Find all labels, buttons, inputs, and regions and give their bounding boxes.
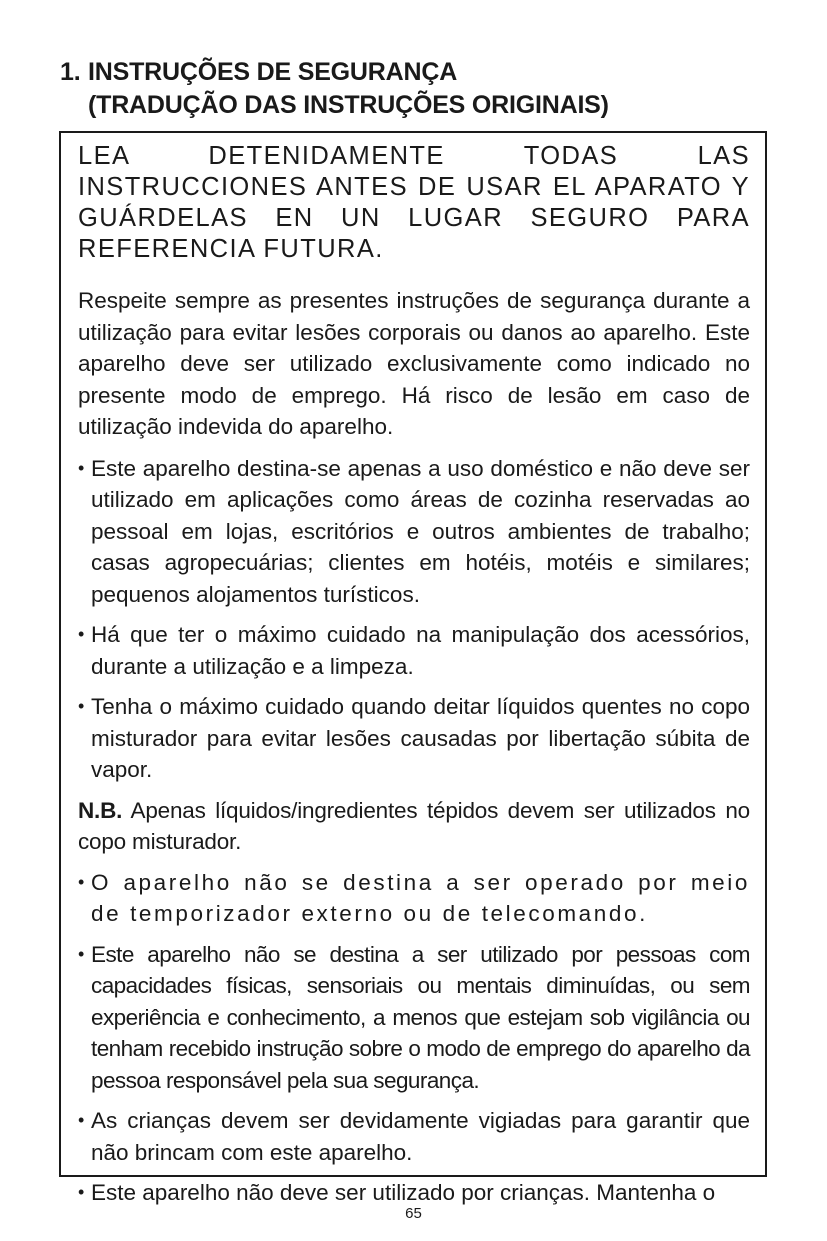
- bullet-dot: •: [78, 1110, 85, 1130]
- intro-paragraph: Respeite sempre as presentes instruções de segurança durante a utilização para evitar lesões corporais ou danos ao aparelho. Este aparelho deve ser utilizado exclusivamente como indicado no presente modo de emprego. Há risco de lesão em caso de utilização indevida do aparelho.: [78, 288, 750, 439]
- list-item-text: Há que ter o máximo cuidado na manipulação dos acessórios, durante a utilização e a limpeza.: [91, 622, 750, 679]
- list-item: [78, 619, 750, 682]
- list-item-text: Tenha o máximo cuidado quando deitar líquidos quentes no copo misturador para evitar lesões causadas por libertação súbita de vapor.: [91, 694, 750, 782]
- bullet-dot: •: [78, 871, 87, 892]
- section-subtitle: (TRADUÇÃO DAS INSTRUÇÕES ORIGINAIS): [88, 91, 609, 119]
- list-item: [78, 939, 750, 1097]
- list-item: [78, 1177, 750, 1209]
- bullet-dot: •: [78, 1182, 85, 1202]
- list-item: [78, 1105, 750, 1168]
- note-paragraph: [78, 795, 750, 858]
- list-item-text: Este aparelho não se destina a ser utilizado por pessoas com capacidades físicas, sensoriais ou mentais diminuídas, ou sem experiência e conhecimento, a menos que estejam sob vigilância ou tenham recebido instrução sobre o modo de emprego do aparelho da pessoa responsável pela sua segurança.: [91, 941, 750, 1093]
- bullet-dot: •: [78, 624, 85, 644]
- bullet-dot: •: [78, 457, 85, 478]
- note-text: Apenas líquidos/ingredientes tépidos devem ser utilizados no copo misturador.: [78, 797, 750, 854]
- bullet-list-a: [78, 453, 750, 786]
- list-item: [78, 691, 750, 786]
- bullet-dot: •: [78, 943, 84, 964]
- note-label: N.B.: [78, 797, 123, 823]
- bullet-list-b: [78, 867, 750, 1209]
- section-title: INSTRUÇÕES DE SEGURANÇA: [88, 58, 458, 86]
- list-item-text: As crianças devem ser devidamente vigiadas para garantir que não brincam com este aparelho.: [91, 1108, 750, 1165]
- section-number: 1.: [60, 58, 81, 86]
- list-item-text: O aparelho não se destina a ser operado por meio de temporizador externo ou de telecomando.: [91, 869, 750, 926]
- section-heading: [60, 56, 760, 122]
- safety-instructions-box: [59, 131, 767, 1205]
- list-item: [78, 867, 750, 930]
- caps-notice: LEA DETENIDAMENTE TODAS LAS INSTRUCCIONES ANTES DE USAR EL APARATO Y GUÁRDELAS EN UN LUGAR SEGURO PARA REFERENCIA FUTURA.: [78, 142, 750, 263]
- bullet-dot: •: [78, 696, 85, 716]
- list-item-text: Este aparelho não deve ser utilizado por crianças. Mantenha o: [91, 1180, 716, 1205]
- list-item-text: Este aparelho destina-se apenas a uso doméstico e não deve ser utilizado em aplicações como áreas de cozinha reservadas ao pessoal em lojas, escritórios e outros ambientes de trabalho; casas agropecuárias; clientes em hotéis, motéis e similares; pequenos alojamentos turísticos.: [91, 455, 750, 607]
- list-item: [78, 453, 750, 611]
- page-number: 65: [405, 1205, 422, 1222]
